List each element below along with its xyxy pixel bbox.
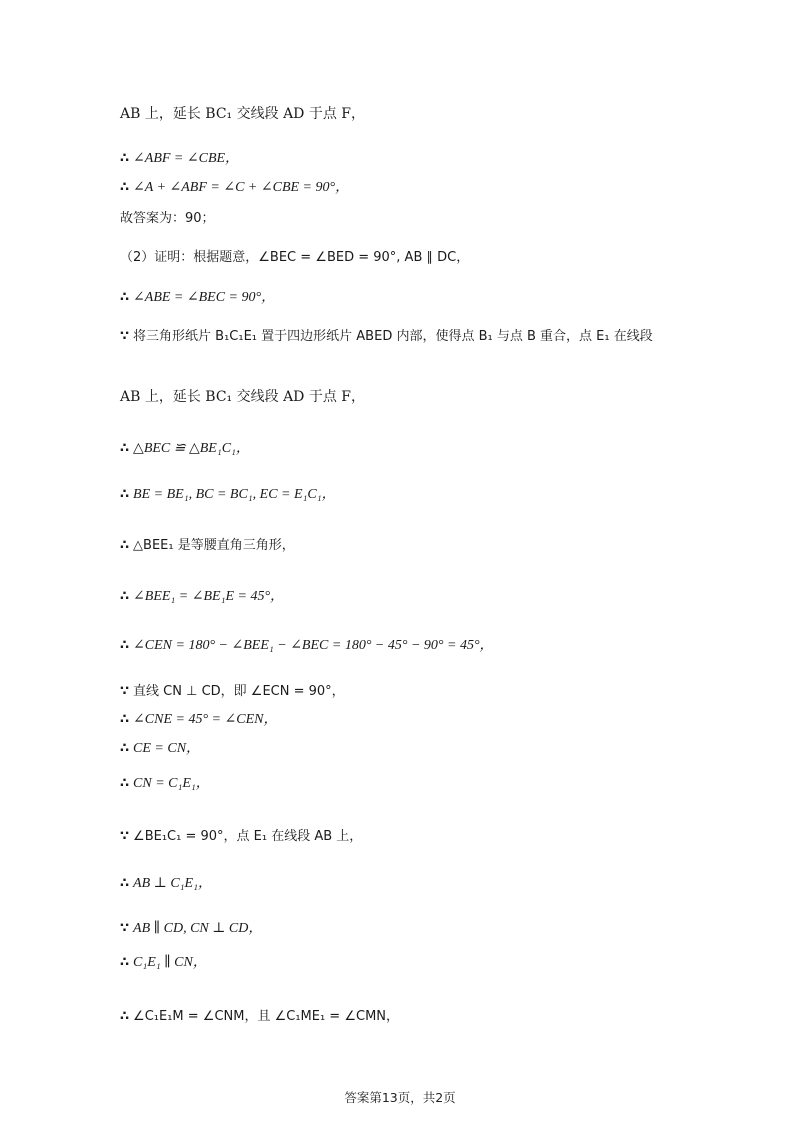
line-text: AB ∥ CD, CN ⊥ CD， xyxy=(133,921,263,936)
because-symbol: ∵ xyxy=(120,829,130,844)
therefore-symbol: ∴ xyxy=(120,712,130,727)
proof-line-11 xyxy=(120,534,295,553)
because-symbol: ∵ xyxy=(120,921,130,936)
line-text: BE = BE₁, BC = BC₁, EC = E₁C₁， xyxy=(133,487,336,502)
proof-line-15 xyxy=(120,708,277,728)
proof-line-7 xyxy=(120,325,653,344)
line-text: ∠BE₁C₁ = 90°，点 E₁ 在线段 AB 上， xyxy=(133,829,363,844)
line-text: △BEE₁ 是等腰直角三角形， xyxy=(133,538,295,553)
proof-line-21 xyxy=(120,951,207,971)
proof-line-1 xyxy=(120,103,365,123)
line-text: 故答案为：90； xyxy=(120,211,215,226)
proof-line-13 xyxy=(120,634,494,654)
page-footer: 答案第13页，共2页 xyxy=(344,1090,456,1105)
proof-line-3 xyxy=(120,176,349,196)
line-text: AB ⊥ C₁E₁， xyxy=(133,876,212,891)
proof-line-12 xyxy=(120,585,284,605)
proof-line-4 xyxy=(120,207,215,226)
therefore-symbol: ∴ xyxy=(120,589,130,604)
proof-line-8 xyxy=(120,386,365,406)
line-text: C₁E₁ ∥ CN， xyxy=(133,955,207,970)
line-text: ∠A + ∠ABF = ∠C + ∠CBE = 90°， xyxy=(133,180,350,195)
proof-line-18 xyxy=(120,825,362,844)
line-text: 将三角形纸片 B₁C₁E₁ 置于四边形纸片 ABED 内部，使得点 B₁ 与点 B 重合，点 E₁ 在线段 xyxy=(133,329,653,344)
proof-line-19 xyxy=(120,872,212,892)
line-text: （2）证明：根据题意，∠BEC = ∠BED = 90°, AB ∥ DC， xyxy=(120,250,470,265)
proof-line-17 xyxy=(120,772,210,792)
proof-line-20 xyxy=(120,917,262,937)
therefore-symbol: ∴ xyxy=(120,441,130,456)
therefore-symbol: ∴ xyxy=(120,776,130,791)
therefore-symbol: ∴ xyxy=(120,487,130,502)
therefore-symbol: ∴ xyxy=(120,290,130,305)
proof-line-10 xyxy=(120,483,336,503)
line-text: ∠CEN = 180° − ∠BEE₁ − ∠BEC = 180° − 45° − 90° = 45°， xyxy=(133,638,494,653)
therefore-symbol: ∴ xyxy=(120,1009,130,1024)
line-text: ∠CNE = 45° = ∠CEN， xyxy=(133,712,278,727)
line-text: ∠BEE₁ = ∠BE₁E = 45°， xyxy=(133,589,285,604)
proof-line-2 xyxy=(120,147,239,167)
therefore-symbol: ∴ xyxy=(120,876,130,891)
line-text: CN = C₁E₁， xyxy=(133,776,210,791)
therefore-symbol: ∴ xyxy=(120,638,130,653)
line-text: ∠C₁E₁M = ∠CNM，且 ∠C₁ME₁ = ∠CMN， xyxy=(133,1009,400,1024)
line-text: △BEC ≌ △BE₁C₁， xyxy=(133,441,250,456)
line-text: AB 上，延长 BC₁ 交线段 AD 于点 F， xyxy=(120,106,366,122)
therefore-symbol: ∴ xyxy=(120,538,130,553)
because-symbol: ∵ xyxy=(120,684,130,699)
line-text: AB 上，延长 BC₁ 交线段 AD 于点 F， xyxy=(120,389,366,405)
proof-line-5 xyxy=(120,246,469,265)
proof-line-22 xyxy=(120,1005,399,1024)
line-text: ∠ABE = ∠BEC = 90°， xyxy=(133,290,276,305)
therefore-symbol: ∴ xyxy=(120,955,130,970)
therefore-symbol: ∴ xyxy=(120,741,130,756)
therefore-symbol: ∴ xyxy=(120,180,130,195)
line-text: ∠ABF = ∠CBE， xyxy=(133,151,240,166)
proof-line-16 xyxy=(120,737,200,757)
line-text: CE = CN， xyxy=(133,741,201,756)
proof-line-6 xyxy=(120,286,275,306)
line-text: 直线 CN ⊥ CD，即 ∠ECN = 90°， xyxy=(133,684,345,699)
because-symbol: ∵ xyxy=(120,329,130,344)
proof-line-14 xyxy=(120,680,345,699)
proof-line-9 xyxy=(120,437,250,457)
therefore-symbol: ∴ xyxy=(120,151,130,166)
